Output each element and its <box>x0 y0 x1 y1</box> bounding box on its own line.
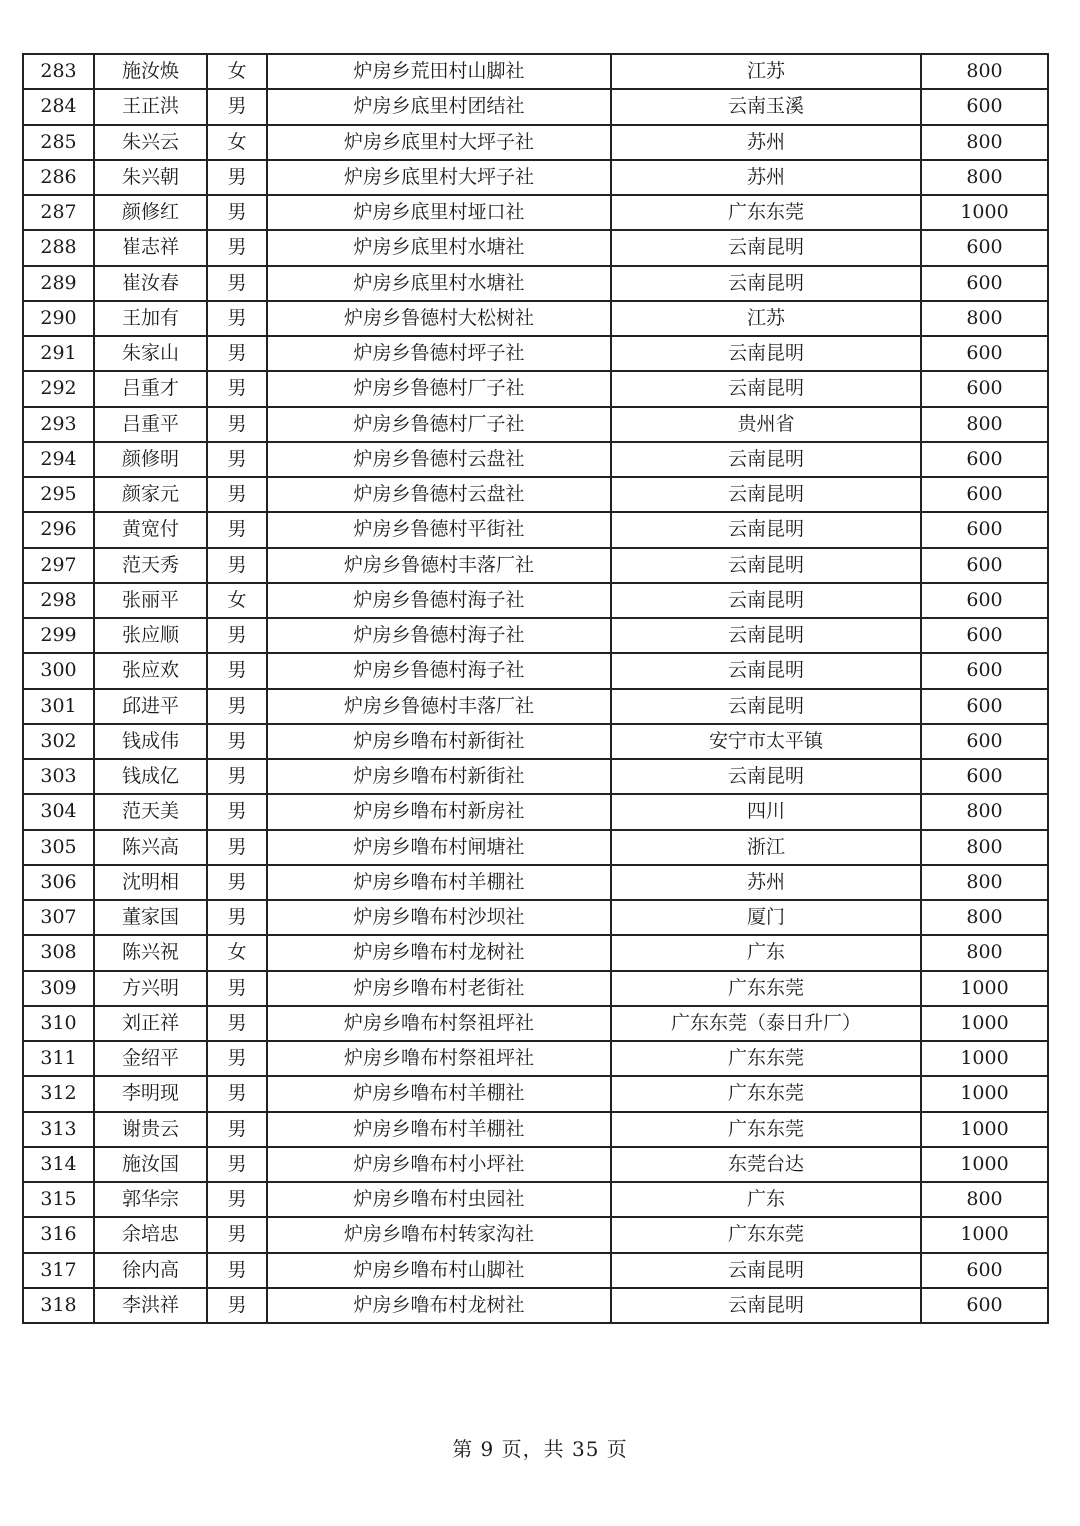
gender-cell: 男 <box>207 971 267 1006</box>
name-cell: 范天美 <box>94 794 207 829</box>
address-cell: 炉房乡底里村团结社 <box>267 89 611 124</box>
amount-cell: 800 <box>921 125 1048 160</box>
page-number: 第 9 页，共 35 页 <box>452 1437 628 1461</box>
gender-cell: 男 <box>207 830 267 865</box>
destination-cell: 云南昆明 <box>611 442 921 477</box>
amount-cell: 600 <box>921 724 1048 759</box>
address-cell: 炉房乡鲁德村海子社 <box>267 618 611 653</box>
amount-cell: 1000 <box>921 1006 1048 1041</box>
gender-cell: 男 <box>207 407 267 442</box>
address-cell: 炉房乡荒田村山脚社 <box>267 54 611 89</box>
address-cell: 炉房乡噜布村祭祖坪社 <box>267 1006 611 1041</box>
worker-table <box>22 53 1049 1324</box>
row-number-cell: 318 <box>23 1288 94 1323</box>
amount-cell: 600 <box>921 618 1048 653</box>
gender-cell: 男 <box>207 759 267 794</box>
amount-cell: 800 <box>921 830 1048 865</box>
row-number-cell: 299 <box>23 618 94 653</box>
name-cell: 方兴明 <box>94 971 207 1006</box>
destination-cell: 广东东莞 <box>611 971 921 1006</box>
destination-cell: 广东东莞 <box>611 1112 921 1147</box>
row-number-cell: 301 <box>23 689 94 724</box>
gender-cell: 男 <box>207 1041 267 1076</box>
address-cell: 炉房乡鲁德村平街社 <box>267 512 611 547</box>
destination-cell: 广东东莞 <box>611 1041 921 1076</box>
row-number-cell: 308 <box>23 935 94 970</box>
address-cell: 炉房乡噜布村羊棚社 <box>267 1112 611 1147</box>
amount-cell: 600 <box>921 548 1048 583</box>
row-number-cell: 312 <box>23 1076 94 1111</box>
name-cell: 张应顺 <box>94 618 207 653</box>
row-number-cell: 283 <box>23 54 94 89</box>
address-cell: 炉房乡鲁德村厂子社 <box>267 371 611 406</box>
table-row <box>23 935 1048 970</box>
destination-cell: 四川 <box>611 794 921 829</box>
destination-cell: 云南昆明 <box>611 1288 921 1323</box>
gender-cell: 男 <box>207 477 267 512</box>
name-cell: 邱进平 <box>94 689 207 724</box>
amount-cell: 600 <box>921 759 1048 794</box>
table-row <box>23 583 1048 618</box>
gender-cell: 男 <box>207 1253 267 1288</box>
gender-cell: 男 <box>207 442 267 477</box>
address-cell: 炉房乡噜布村山脚社 <box>267 1253 611 1288</box>
gender-cell: 男 <box>207 548 267 583</box>
destination-cell: 云南昆明 <box>611 230 921 265</box>
amount-cell: 600 <box>921 1288 1048 1323</box>
name-cell: 刘正祥 <box>94 1006 207 1041</box>
name-cell: 王正洪 <box>94 89 207 124</box>
table-row <box>23 1006 1048 1041</box>
name-cell: 张应欢 <box>94 653 207 688</box>
gender-cell: 男 <box>207 1288 267 1323</box>
destination-cell: 广东东莞 <box>611 1076 921 1111</box>
name-cell: 崔汝春 <box>94 266 207 301</box>
table-row <box>23 1253 1048 1288</box>
amount-cell: 1000 <box>921 1217 1048 1252</box>
destination-cell: 苏州 <box>611 160 921 195</box>
row-number-cell: 288 <box>23 230 94 265</box>
address-cell: 炉房乡噜布村老街社 <box>267 971 611 1006</box>
table-row <box>23 54 1048 89</box>
name-cell: 钱成伟 <box>94 724 207 759</box>
address-cell: 炉房乡噜布村新房社 <box>267 794 611 829</box>
table-row <box>23 1041 1048 1076</box>
table-row <box>23 89 1048 124</box>
table-row <box>23 442 1048 477</box>
destination-cell: 云南昆明 <box>611 512 921 547</box>
table-row <box>23 689 1048 724</box>
table-row <box>23 371 1048 406</box>
table-row <box>23 512 1048 547</box>
row-number-cell: 316 <box>23 1217 94 1252</box>
gender-cell: 男 <box>207 512 267 547</box>
name-cell: 李明现 <box>94 1076 207 1111</box>
address-cell: 炉房乡噜布村龙树社 <box>267 935 611 970</box>
table-row <box>23 266 1048 301</box>
destination-cell: 广东 <box>611 935 921 970</box>
destination-cell: 安宁市太平镇 <box>611 724 921 759</box>
amount-cell: 800 <box>921 865 1048 900</box>
row-number-cell: 307 <box>23 900 94 935</box>
address-cell: 炉房乡鲁德村丰落厂社 <box>267 548 611 583</box>
row-number-cell: 289 <box>23 266 94 301</box>
amount-cell: 800 <box>921 54 1048 89</box>
gender-cell: 男 <box>207 653 267 688</box>
destination-cell: 云南昆明 <box>611 336 921 371</box>
gender-cell: 女 <box>207 935 267 970</box>
table-row <box>23 407 1048 442</box>
amount-cell: 1000 <box>921 195 1048 230</box>
gender-cell: 男 <box>207 336 267 371</box>
row-number-cell: 311 <box>23 1041 94 1076</box>
row-number-cell: 314 <box>23 1147 94 1182</box>
destination-cell: 云南昆明 <box>611 759 921 794</box>
amount-cell: 600 <box>921 89 1048 124</box>
amount-cell: 800 <box>921 1182 1048 1217</box>
address-cell: 炉房乡噜布村新街社 <box>267 724 611 759</box>
row-number-cell: 291 <box>23 336 94 371</box>
gender-cell: 男 <box>207 794 267 829</box>
name-cell: 沈明相 <box>94 865 207 900</box>
gender-cell: 男 <box>207 266 267 301</box>
destination-cell: 云南昆明 <box>611 477 921 512</box>
amount-cell: 600 <box>921 653 1048 688</box>
amount-cell: 600 <box>921 442 1048 477</box>
gender-cell: 男 <box>207 301 267 336</box>
amount-cell: 600 <box>921 371 1048 406</box>
table-row <box>23 865 1048 900</box>
destination-cell: 厦门 <box>611 900 921 935</box>
gender-cell: 男 <box>207 900 267 935</box>
table-row <box>23 548 1048 583</box>
table-row <box>23 336 1048 371</box>
address-cell: 炉房乡鲁德村丰落厂社 <box>267 689 611 724</box>
address-cell: 炉房乡噜布村羊棚社 <box>267 1076 611 1111</box>
row-number-cell: 284 <box>23 89 94 124</box>
address-cell: 炉房乡噜布村虫园社 <box>267 1182 611 1217</box>
destination-cell: 云南昆明 <box>611 371 921 406</box>
destination-cell: 苏州 <box>611 125 921 160</box>
table-body <box>23 54 1048 1323</box>
destination-cell: 云南昆明 <box>611 618 921 653</box>
name-cell: 朱兴朝 <box>94 160 207 195</box>
table-row <box>23 900 1048 935</box>
amount-cell: 1000 <box>921 1076 1048 1111</box>
address-cell: 炉房乡噜布村沙坝社 <box>267 900 611 935</box>
destination-cell: 云南昆明 <box>611 1253 921 1288</box>
gender-cell: 男 <box>207 724 267 759</box>
destination-cell: 广东东莞 <box>611 195 921 230</box>
gender-cell: 男 <box>207 160 267 195</box>
destination-cell: 云南昆明 <box>611 266 921 301</box>
destination-cell: 江苏 <box>611 54 921 89</box>
address-cell: 炉房乡噜布村龙树社 <box>267 1288 611 1323</box>
address-cell: 炉房乡噜布村闸塘社 <box>267 830 611 865</box>
name-cell: 颜家元 <box>94 477 207 512</box>
name-cell: 黄宽付 <box>94 512 207 547</box>
name-cell: 董家国 <box>94 900 207 935</box>
address-cell: 炉房乡噜布村祭祖坪社 <box>267 1041 611 1076</box>
row-number-cell: 305 <box>23 830 94 865</box>
destination-cell: 广东 <box>611 1182 921 1217</box>
name-cell: 颜修红 <box>94 195 207 230</box>
gender-cell: 男 <box>207 1006 267 1041</box>
row-number-cell: 293 <box>23 407 94 442</box>
table-row <box>23 830 1048 865</box>
gender-cell: 男 <box>207 195 267 230</box>
address-cell: 炉房乡鲁德村海子社 <box>267 653 611 688</box>
address-cell: 炉房乡鲁德村坪子社 <box>267 336 611 371</box>
table-row <box>23 477 1048 512</box>
destination-cell: 广东东莞（泰日升厂） <box>611 1006 921 1041</box>
name-cell: 施汝焕 <box>94 54 207 89</box>
destination-cell: 云南昆明 <box>611 548 921 583</box>
amount-cell: 1000 <box>921 1041 1048 1076</box>
row-number-cell: 285 <box>23 125 94 160</box>
table-row <box>23 1112 1048 1147</box>
table-row <box>23 971 1048 1006</box>
table-row <box>23 724 1048 759</box>
amount-cell: 600 <box>921 1253 1048 1288</box>
name-cell: 钱成亿 <box>94 759 207 794</box>
row-number-cell: 296 <box>23 512 94 547</box>
table-row <box>23 1147 1048 1182</box>
table-row <box>23 1076 1048 1111</box>
name-cell: 谢贵云 <box>94 1112 207 1147</box>
destination-cell: 云南玉溪 <box>611 89 921 124</box>
address-cell: 炉房乡噜布村羊棚社 <box>267 865 611 900</box>
gender-cell: 男 <box>207 89 267 124</box>
table-row <box>23 759 1048 794</box>
name-cell: 崔志祥 <box>94 230 207 265</box>
gender-cell: 女 <box>207 125 267 160</box>
amount-cell: 800 <box>921 794 1048 829</box>
row-number-cell: 310 <box>23 1006 94 1041</box>
gender-cell: 男 <box>207 1076 267 1111</box>
row-number-cell: 300 <box>23 653 94 688</box>
row-number-cell: 317 <box>23 1253 94 1288</box>
destination-cell: 苏州 <box>611 865 921 900</box>
row-number-cell: 309 <box>23 971 94 1006</box>
amount-cell: 800 <box>921 160 1048 195</box>
row-number-cell: 306 <box>23 865 94 900</box>
destination-cell: 云南昆明 <box>611 653 921 688</box>
address-cell: 炉房乡噜布村小坪社 <box>267 1147 611 1182</box>
table-row <box>23 1182 1048 1217</box>
name-cell: 李洪祥 <box>94 1288 207 1323</box>
table-row <box>23 160 1048 195</box>
amount-cell: 1000 <box>921 1112 1048 1147</box>
amount-cell: 1000 <box>921 1147 1048 1182</box>
name-cell: 吕重才 <box>94 371 207 406</box>
amount-cell: 600 <box>921 336 1048 371</box>
table-row <box>23 301 1048 336</box>
row-number-cell: 294 <box>23 442 94 477</box>
name-cell: 朱兴云 <box>94 125 207 160</box>
destination-cell: 东莞台达 <box>611 1147 921 1182</box>
amount-cell: 1000 <box>921 971 1048 1006</box>
gender-cell: 女 <box>207 583 267 618</box>
destination-cell: 贵州省 <box>611 407 921 442</box>
gender-cell: 男 <box>207 230 267 265</box>
address-cell: 炉房乡噜布村新街社 <box>267 759 611 794</box>
address-cell: 炉房乡鲁德村大松树社 <box>267 301 611 336</box>
name-cell: 朱家山 <box>94 336 207 371</box>
table-row <box>23 195 1048 230</box>
amount-cell: 600 <box>921 230 1048 265</box>
table-row <box>23 125 1048 160</box>
row-number-cell: 298 <box>23 583 94 618</box>
destination-cell: 广东东莞 <box>611 1217 921 1252</box>
gender-cell: 男 <box>207 371 267 406</box>
address-cell: 炉房乡鲁德村云盘社 <box>267 477 611 512</box>
address-cell: 炉房乡底里村垭口社 <box>267 195 611 230</box>
destination-cell: 云南昆明 <box>611 583 921 618</box>
name-cell: 陈兴高 <box>94 830 207 865</box>
address-cell: 炉房乡鲁德村海子社 <box>267 583 611 618</box>
row-number-cell: 287 <box>23 195 94 230</box>
amount-cell: 800 <box>921 301 1048 336</box>
amount-cell: 600 <box>921 477 1048 512</box>
gender-cell: 男 <box>207 1217 267 1252</box>
table-row <box>23 653 1048 688</box>
amount-cell: 800 <box>921 935 1048 970</box>
table-row <box>23 794 1048 829</box>
row-number-cell: 290 <box>23 301 94 336</box>
table-row <box>23 1217 1048 1252</box>
destination-cell: 浙江 <box>611 830 921 865</box>
table-row <box>23 1288 1048 1323</box>
name-cell: 余培忠 <box>94 1217 207 1252</box>
row-number-cell: 286 <box>23 160 94 195</box>
name-cell: 施汝国 <box>94 1147 207 1182</box>
row-number-cell: 315 <box>23 1182 94 1217</box>
name-cell: 范天秀 <box>94 548 207 583</box>
address-cell: 炉房乡噜布村转家沟社 <box>267 1217 611 1252</box>
name-cell: 郭华宗 <box>94 1182 207 1217</box>
destination-cell: 云南昆明 <box>611 689 921 724</box>
gender-cell: 女 <box>207 54 267 89</box>
row-number-cell: 295 <box>23 477 94 512</box>
address-cell: 炉房乡鲁德村云盘社 <box>267 442 611 477</box>
address-cell: 炉房乡底里村大坪子社 <box>267 160 611 195</box>
address-cell: 炉房乡底里村水塘社 <box>267 230 611 265</box>
name-cell: 王加有 <box>94 301 207 336</box>
name-cell: 张丽平 <box>94 583 207 618</box>
name-cell: 吕重平 <box>94 407 207 442</box>
row-number-cell: 297 <box>23 548 94 583</box>
address-cell: 炉房乡底里村大坪子社 <box>267 125 611 160</box>
name-cell: 颜修明 <box>94 442 207 477</box>
amount-cell: 800 <box>921 900 1048 935</box>
row-number-cell: 303 <box>23 759 94 794</box>
gender-cell: 男 <box>207 865 267 900</box>
amount-cell: 600 <box>921 266 1048 301</box>
address-cell: 炉房乡底里村水塘社 <box>267 266 611 301</box>
gender-cell: 男 <box>207 1147 267 1182</box>
gender-cell: 男 <box>207 1112 267 1147</box>
name-cell: 陈兴祝 <box>94 935 207 970</box>
amount-cell: 600 <box>921 583 1048 618</box>
gender-cell: 男 <box>207 1182 267 1217</box>
table-row <box>23 230 1048 265</box>
table-row <box>23 618 1048 653</box>
gender-cell: 男 <box>207 618 267 653</box>
amount-cell: 600 <box>921 689 1048 724</box>
row-number-cell: 313 <box>23 1112 94 1147</box>
address-cell: 炉房乡鲁德村厂子社 <box>267 407 611 442</box>
amount-cell: 800 <box>921 407 1048 442</box>
destination-cell: 江苏 <box>611 301 921 336</box>
gender-cell: 男 <box>207 689 267 724</box>
row-number-cell: 302 <box>23 724 94 759</box>
name-cell: 金绍平 <box>94 1041 207 1076</box>
amount-cell: 600 <box>921 512 1048 547</box>
row-number-cell: 304 <box>23 794 94 829</box>
name-cell: 徐内高 <box>94 1253 207 1288</box>
row-number-cell: 292 <box>23 371 94 406</box>
